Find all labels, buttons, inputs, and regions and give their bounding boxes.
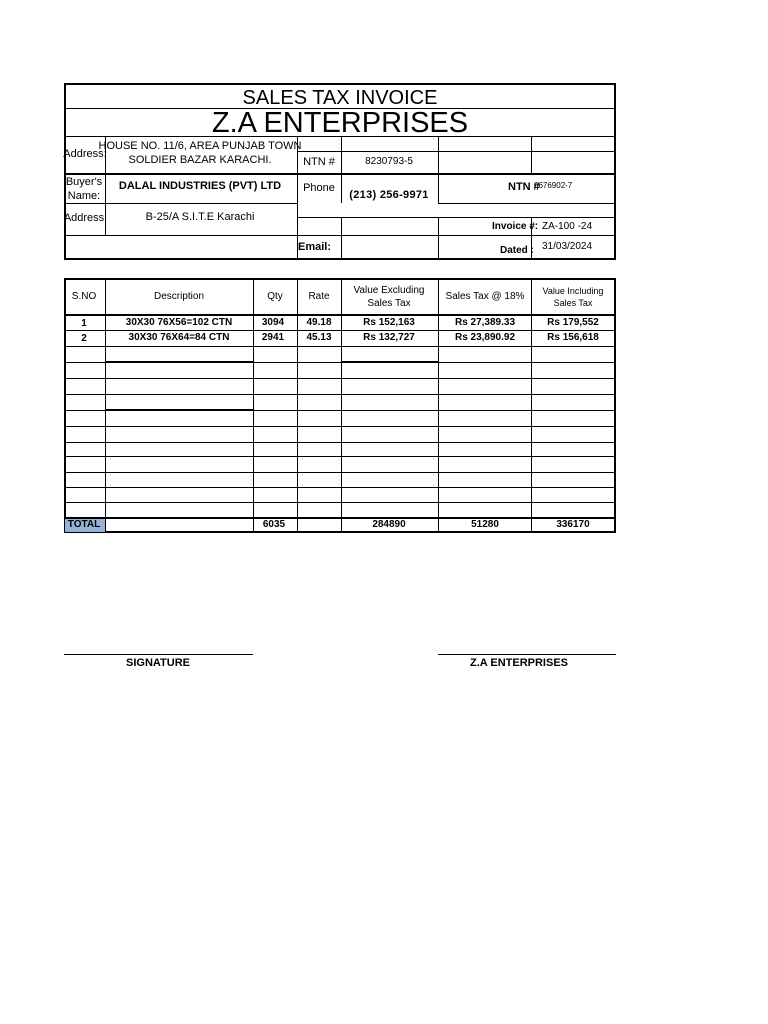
buyer-name-label-line1: Buyer's: [65, 176, 103, 188]
row1-value-excl: Rs 152,163: [363, 317, 415, 328]
document-title: SALES TAX INVOICE: [242, 87, 438, 109]
row1-rate: 49.18: [306, 317, 332, 328]
buyer-ntn-label: NTN #: [508, 181, 540, 193]
invoice-date: 31/03/2024: [542, 241, 593, 252]
header-col-line: [341, 136, 342, 203]
header-col-line: [438, 136, 439, 203]
table-row-line: [64, 456, 616, 457]
header-divider: [64, 173, 616, 175]
row2-qty: 2941: [261, 332, 285, 343]
buyer-phone: (213) 256-9971: [349, 189, 429, 201]
total-label: TOTAL: [67, 519, 101, 530]
table-row-line: [64, 502, 616, 503]
table-row-line: [64, 517, 616, 519]
row1-sno: 1: [81, 318, 87, 329]
table-col-line: [531, 278, 532, 533]
buyer-email-label: Email:: [298, 241, 332, 253]
seller-address-line1: HOUSE NO. 11/6, AREA PUNJAB TOWN: [98, 140, 302, 152]
buyer-address-label: Address: [63, 212, 105, 224]
row2-sno: 2: [81, 333, 87, 344]
signature-label: SIGNATURE: [126, 657, 190, 669]
table-row-line: [64, 487, 616, 488]
row1-value-incl: Rs 179,552: [547, 317, 599, 328]
header-sales-tax: Sales Tax @ 18%: [445, 291, 525, 302]
buyer-phone-label: Phone: [303, 182, 335, 194]
table-col-line: [253, 278, 254, 533]
header-divider: [438, 203, 616, 204]
header-sno: S.NO: [71, 291, 97, 302]
header-divider: [297, 217, 616, 218]
table-col-line: [105, 278, 106, 533]
cell-emphasis-border: [105, 361, 253, 363]
table-row-line: [64, 394, 616, 395]
buyer-address: B-25/A S.I.T.E Karachi: [145, 211, 255, 223]
buyer-name-label-line2: Name:: [67, 190, 101, 202]
table-row-line: [64, 426, 616, 427]
header-qty: Qty: [267, 291, 283, 302]
header-rate: Rate: [308, 291, 330, 302]
company-name: Z.A ENTERPRISES: [211, 107, 469, 139]
signature-line-left: [64, 654, 253, 655]
signature-line-right: [438, 654, 616, 655]
header-divider: [297, 151, 616, 152]
header-divider: [64, 235, 616, 236]
table-row-line: [64, 442, 616, 443]
header-value-incl-line1: Value Including: [542, 286, 604, 296]
header-col-line: [531, 136, 532, 173]
header-col-line: [438, 217, 439, 260]
cell-emphasis-border: [341, 361, 438, 363]
header-value-excl-line2: Sales Tax: [367, 298, 411, 309]
row1-qty: 3094: [261, 317, 285, 328]
table-row-line: [64, 378, 616, 379]
table-row-line: [64, 346, 616, 347]
row2-description: 30X30 76X64=84 CTN: [128, 332, 230, 343]
row2-sales-tax: Rs 23,890.92: [454, 332, 516, 343]
invoice-date-label: Dated :: [500, 245, 534, 256]
row2-value-excl: Rs 132,727: [363, 332, 415, 343]
seller-address-line2: SOLDIER BAZAR KARACHI.: [128, 154, 272, 166]
header-description: Description: [153, 291, 205, 302]
invoice-number-label: Invoice #:: [492, 221, 539, 232]
total-qty: 6035: [262, 519, 286, 530]
total-value-incl: 336170: [556, 519, 590, 530]
row1-sales-tax: Rs 27,389.33: [454, 317, 516, 328]
row2-value-incl: Rs 156,618: [547, 332, 599, 343]
table-row-line: [64, 472, 616, 473]
row1-description: 30X30 76X56=102 CTN: [125, 317, 233, 328]
seller-ntn-value: 8230793-5: [365, 156, 413, 167]
seller-address-label: Address:: [63, 148, 107, 160]
buyer-ntn-value: 0676902-7: [534, 181, 573, 190]
invoice-number: ZA-100 -24: [542, 221, 593, 232]
table-row-line: [64, 314, 616, 316]
cell-emphasis-border: [105, 409, 253, 411]
buyer-name: DALAL INDUSTRIES (PVT) LTD: [118, 180, 282, 192]
company-signature-label: Z.A ENTERPRISES: [470, 657, 568, 669]
header-divider: [64, 203, 297, 204]
total-sales-tax: 51280: [471, 519, 499, 530]
table-col-line: [297, 278, 298, 533]
header-value-incl-line2: Sales Tax: [553, 298, 593, 308]
seller-ntn-label: NTN #: [303, 156, 335, 168]
table-col-line: [341, 278, 342, 533]
header-col-line: [341, 217, 342, 260]
header-value-excl-line1: Value Excluding: [353, 285, 425, 296]
table-row-line: [64, 330, 616, 331]
total-value-excl: 284890: [372, 519, 406, 530]
table-col-line: [438, 278, 439, 533]
row2-rate: 45.13: [306, 332, 332, 343]
